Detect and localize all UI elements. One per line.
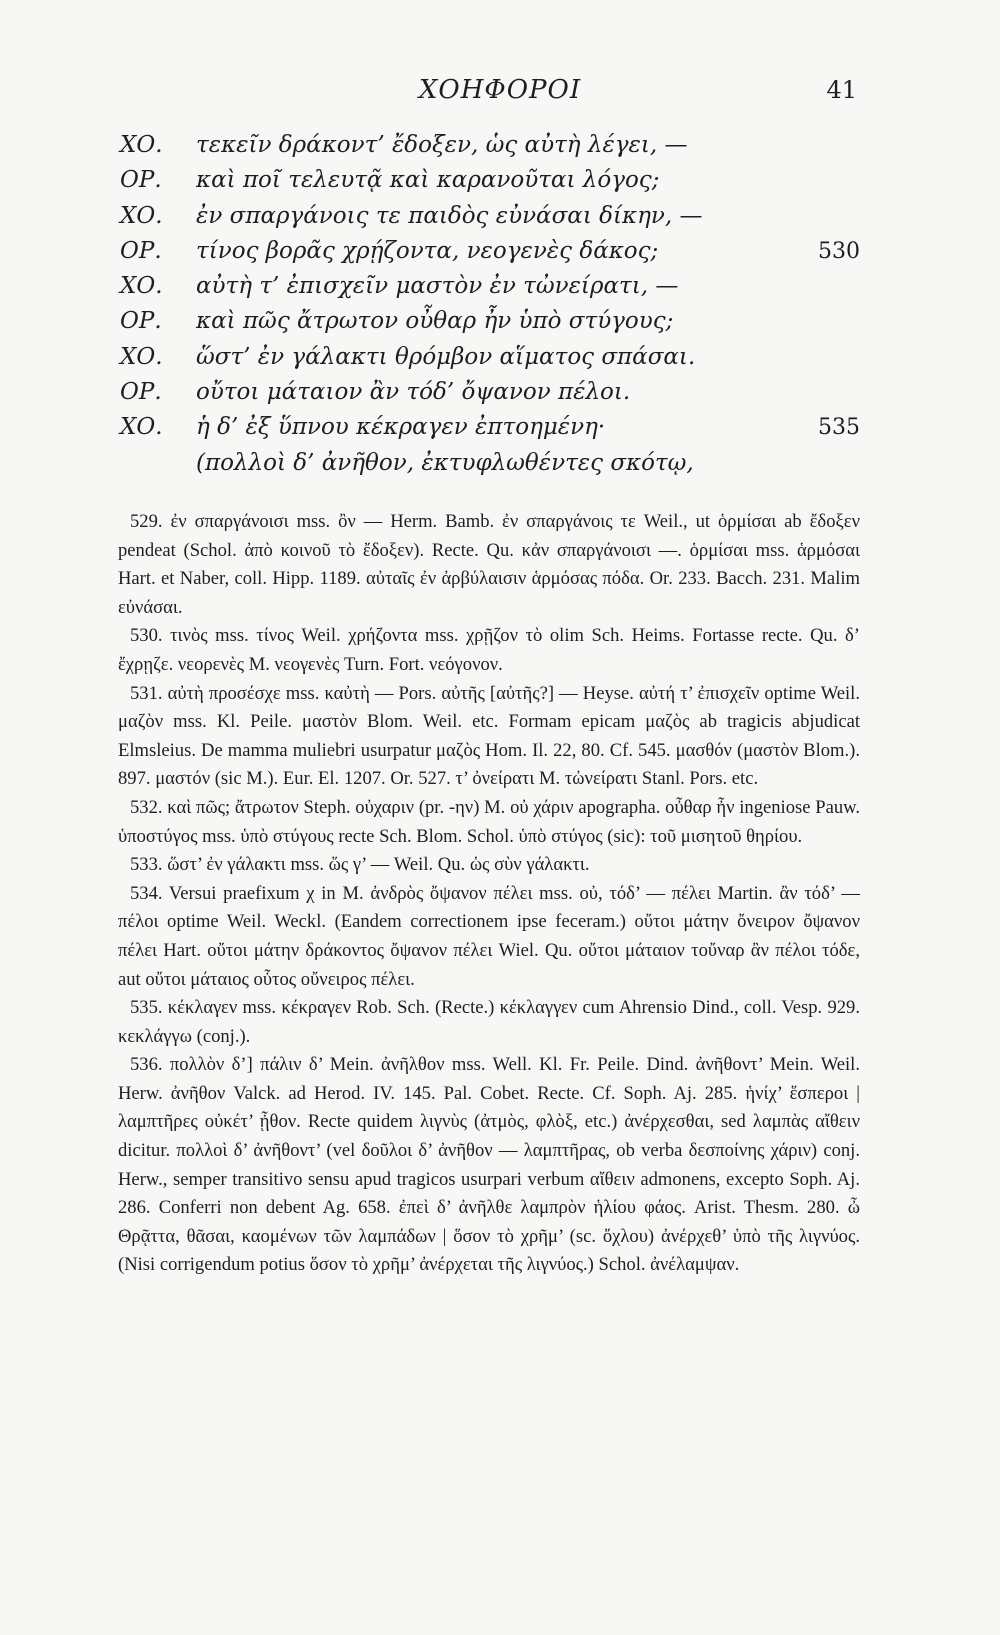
- speaker-label: ΧΟ.: [120, 343, 163, 370]
- verse-text: οὔτοι μάταιον ἂν τόδ’ ὄψανον πέλοι.: [196, 379, 631, 406]
- verse-text: τεκεῖν δράκοντ’ ἔδοξεν, ὡς αὐτὴ λέγει, —: [196, 132, 688, 158]
- note-paragraph: 536. πολλὸν δ’] πάλιν δ’ Mein. ἀνῆλθον mss. Well. Kl. Fr. Peile. Dind. ἀνῆθοντ’ Mein. Weil. Herw. ἀνῆθον Valck. ad Herod. IV. 145. Pal. Cobet. Recte. Cf. Soph. Aj. 285. ἡνίχ’ ἕσπεροι | λαμπτῆρες οὐκέτ’ ᾖθον. Recte quidem λιγνὺς (ἀτμὸς, φλὸξ, etc.) ἀνέρχεσθαι, sed λαμπὰς αἴθειν dicitur. πολλοὶ δ’ ἀνῆθοντ’ (vel δοῦλοι δ’ ἀνῆθον — λαμπτῆρας, ob verba δεσποίνης χάριν) conj. Herw., semper transitivo sensu apud tragicos usurpari verbum αἴθειν admonens, excepto Soph. Aj. 286. Conferri non debent Ag. 658. ἐπεὶ δ’ ἀνῆλθε λαμπρὸν ἡλίου φάος. Arist. Thesm. 280. ὦ Θρᾷττα, θᾶσαι, καομένων τῶν λαμπάδων | ὅσον τὸ χρῆμ’ (sc. ὄχλου) ἀνέρχεθ’ ὑπὸ τῆς λιγνύος. (Nisi corrigendum potius ὅσον τὸ χρῆμ’ ἀνέρχεται τῆς λιγνύος.) Schol. ἀνέλαμψαν.: [118, 1054, 860, 1276]
- verse-text: (πολλοὶ δ’ ἀνῆθον, ἐκτυφλωθέντες σκότῳ,: [196, 449, 694, 476]
- speaker-label: ΧΟ.: [120, 414, 163, 441]
- verse-text: αὐτὴ τ’ ἐπισχεῖν μαστὸν ἐν τὠνείρατι, —: [196, 273, 679, 300]
- note-paragraph: 532. καὶ πῶς; ἄτρωτον Steph. οὐχαριν (pr. -ην) M. οὐ χάριν apographa. οὖθαρ ἦν ingeniose Pauw. ὑποστύγος mss. ὑπὸ στύγους recte Sch. Blom. Schol. ὑπὸ στύγος (sic): τοῦ μισητοῦ θηρίου.: [118, 796, 860, 847]
- verse-block: [120, 128, 860, 481]
- note-paragraph: 529. ἐν σπαργάνοισι mss. ὂν — Herm. Bamb. ἐν σπαργάνοις τε Weil., ut ὁρμίσαι ab ἔδοξεν pendeat (Schol. ἀπὸ κοινοῦ τὸ ἔδοξεν). Recte. Qu. κἀν σπαργάνοισι —. ὁρμίσαι mss. ἁρμόσαι Hart. et Naber, coll. Hipp. 1189. αὐταῖς ἐν ἀρβύλαισιν ἁρμόσας πόδα. Or. 233. Bacch. 231. Malim εὐνάσαι.: [118, 511, 860, 618]
- verse-text: καὶ πῶς ἄτρωτον οὖθαρ ἦν ὑπὸ στύγους;: [196, 308, 674, 335]
- verse-line: [120, 269, 860, 304]
- line-number: 530: [818, 238, 860, 264]
- page-number: 41: [826, 76, 857, 104]
- speaker-label: ΧΟ.: [120, 202, 163, 229]
- speaker-label: ΟΡ.: [120, 167, 162, 194]
- note-paragraph: 533. ὥστ’ ἐν γάλακτι mss. ὥς γ’ — Weil. Qu. ὡς σὺν γάλακτι.: [130, 854, 590, 876]
- verse-line: [120, 234, 860, 269]
- verse-line: [120, 199, 860, 234]
- verse-line: [120, 446, 860, 481]
- critical-notes: [118, 508, 860, 1280]
- verse-text: ὥστ’ ἐν γάλακτι θρόμβον αἵματος σπάσαι.: [196, 343, 696, 370]
- verse-line: [120, 128, 860, 163]
- note-paragraph: 535. κέκλαγεν mss. κέκραγεν Rob. Sch. (Recte.) κέκλαγγεν cum Ahrensio Dind., coll. Vesp. 929. κεκλάγγω (conj.).: [118, 997, 860, 1047]
- verse-line: [120, 410, 860, 445]
- speaker-label: ΧΟ.: [120, 273, 163, 300]
- verse-line: [120, 304, 860, 339]
- speaker-label: ΧΟ.: [120, 132, 163, 158]
- note-paragraph: 531. αὐτὴ προσέσχε mss. καὐτὴ — Pors. αὐτῆς [αὐτῆς?] — Heyse. αὐτή τ’ ἐπισχεῖν optime Weil. μαζὸν mss. Kl. Peile. μαστὸν Blom. Weil. etc. Formam epicam μαζὸς ab tragicis abjudicat Elmsleius. De mamma muliebri usurpatur μαζὸς Hom. Il. 22, 80. Cf. 545. μασθόν (μαστὸν Blom.). 897. μαστόν (sic M.). Eur. El. 1207. Or. 527. τ’ ὀνείρατι M. τὠνείρατι Stanl. Pors. etc.: [118, 682, 860, 790]
- verse-line: [120, 375, 860, 410]
- speaker-label: ΟΡ.: [120, 379, 162, 406]
- running-head: [0, 70, 1000, 110]
- verse-line: [120, 340, 860, 375]
- verse-line: [120, 163, 860, 198]
- verse-text: τίνος βορᾶς χρῄζοντα, νεογενὲς δάκος;: [196, 237, 659, 264]
- verse-text: καὶ ποῖ τελευτᾷ καὶ καρανοῦται λόγος;: [196, 167, 660, 194]
- note-paragraph: 530. τινὸς mss. τίνος Weil. χρήζοντα mss. χρῇζον τὸ olim Sch. Heims. Fortasse recte. Qu. δ’ ἔχρῃζε. νεορενὲς M. νεογενὲς Turn. Fort. νεόγονον.: [118, 625, 860, 675]
- line-number: 535: [818, 415, 860, 441]
- verse-text: ἡ δ’ ἐξ ὕπνου κέκραγεν ἐπτοημένη·: [196, 414, 606, 441]
- speaker-label: ΟΡ.: [120, 237, 162, 264]
- note-paragraph: 534. Versui praefixum χ in M. ἀνδρὸς ὄψανον πέλει mss. οὐ, τόδ’ — πέλει Martin. ἂν τόδ’ — πέλοι optime Weil. Weckl. (Eandem correctionem ipse feceram.) οὔτοι μάτην ὄνειρον ὄψανον πέλει Hart. οὔτοι μάτην δράκοντος ὄψανον πέλει Wiel. Qu. οὔτοι μάταιον τοὔναρ ἂν πέλοι τόδε, aut οὔτοι μάταιος οὗτος οὔνειρος πέλει.: [118, 882, 860, 990]
- page-title: ΧΟΗΦΟΡΟΙ: [418, 75, 582, 105]
- verse-text: ἐν σπαργάνοις τε παιδὸς εὐνάσαι δίκην, —: [196, 202, 703, 229]
- speaker-label: ΟΡ.: [120, 308, 162, 335]
